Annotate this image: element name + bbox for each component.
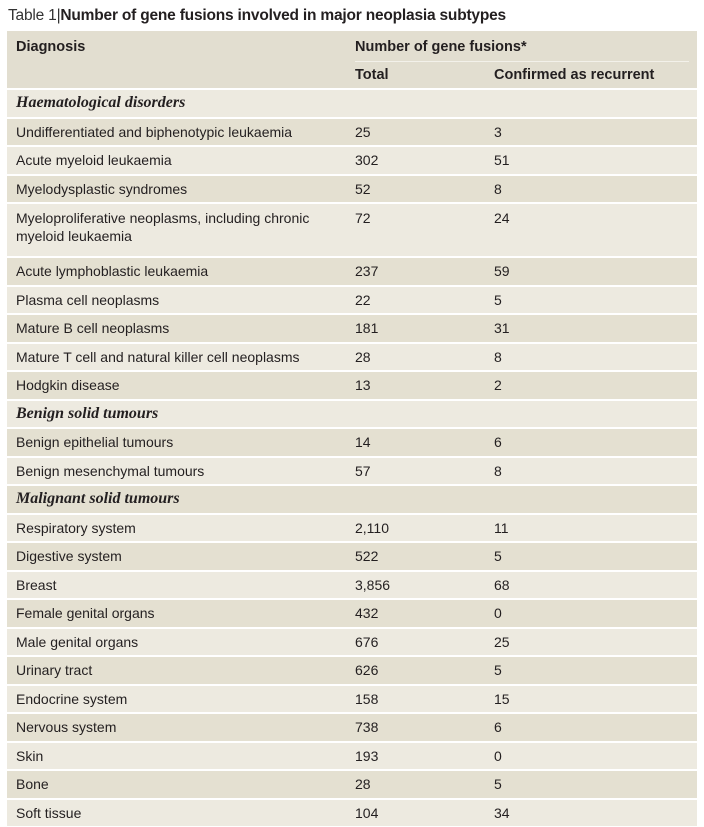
recurrent-cell: 31 bbox=[485, 314, 697, 343]
diagnosis-cell: Breast bbox=[7, 571, 346, 600]
total-cell: 2,110 bbox=[346, 514, 485, 543]
table-number: Table 1 bbox=[8, 7, 57, 24]
recurrent-cell: 5 bbox=[485, 286, 697, 315]
recurrent-cell: 8 bbox=[485, 343, 697, 372]
table-row bbox=[7, 118, 697, 147]
diagnosis-cell: Mature B cell neoplasms bbox=[7, 314, 346, 343]
table-row bbox=[7, 542, 697, 571]
recurrent-cell: 8 bbox=[485, 457, 697, 486]
total-cell: 52 bbox=[346, 175, 485, 204]
recurrent-cell: 51 bbox=[485, 146, 697, 175]
total-cell: 3,856 bbox=[346, 571, 485, 600]
total-cell: 181 bbox=[346, 314, 485, 343]
diagnosis-cell: Female genital organs bbox=[7, 599, 346, 628]
recurrent-cell: 6 bbox=[485, 713, 697, 742]
diagnosis-cell: Myeloproliferative neoplasms, including chronic myeloid leukaemia bbox=[7, 203, 346, 257]
diagnosis-cell: Acute lymphoblastic leukaemia bbox=[7, 257, 346, 286]
column-header-recurrent: Confirmed as recurrent bbox=[485, 62, 697, 89]
diagnosis-cell: Soft tissue bbox=[7, 799, 346, 827]
recurrent-cell: 59 bbox=[485, 257, 697, 286]
recurrent-cell: 68 bbox=[485, 571, 697, 600]
title-separator: | bbox=[56, 7, 61, 24]
total-cell: 158 bbox=[346, 685, 485, 714]
table-header bbox=[7, 31, 697, 89]
diagnosis-cell: Benign epithelial tumours bbox=[7, 428, 346, 457]
total-cell: 432 bbox=[346, 599, 485, 628]
total-cell: 104 bbox=[346, 799, 485, 827]
diagnosis-cell: Nervous system bbox=[7, 713, 346, 742]
total-cell: 738 bbox=[346, 713, 485, 742]
diagnosis-cell: Respiratory system bbox=[7, 514, 346, 543]
diagnosis-cell: Plasma cell neoplasms bbox=[7, 286, 346, 315]
diagnosis-cell: Skin bbox=[7, 742, 346, 771]
table-row bbox=[7, 371, 697, 400]
column-header-diagnosis: Diagnosis bbox=[7, 31, 346, 89]
diagnosis-cell: Urinary tract bbox=[7, 656, 346, 685]
diagnosis-cell: Mature T cell and natural killer cell neoplasms bbox=[7, 343, 346, 372]
table-row bbox=[7, 457, 697, 486]
section-label: Haematological disorders bbox=[7, 89, 697, 118]
recurrent-cell: 0 bbox=[485, 599, 697, 628]
recurrent-cell: 34 bbox=[485, 799, 697, 827]
total-cell: 302 bbox=[346, 146, 485, 175]
table-row bbox=[7, 628, 697, 657]
total-cell: 14 bbox=[346, 428, 485, 457]
table-row bbox=[7, 203, 697, 257]
recurrent-cell: 3 bbox=[485, 118, 697, 147]
recurrent-cell: 2 bbox=[485, 371, 697, 400]
table-row bbox=[7, 175, 697, 204]
section-label: Benign solid tumours bbox=[7, 400, 697, 429]
total-cell: 13 bbox=[346, 371, 485, 400]
section-row bbox=[7, 485, 697, 514]
diagnosis-cell: Acute myeloid leukaemia bbox=[7, 146, 346, 175]
recurrent-cell: 8 bbox=[485, 175, 697, 204]
table-row bbox=[7, 571, 697, 600]
table-row bbox=[7, 713, 697, 742]
section-label: Malignant solid tumours bbox=[7, 485, 697, 514]
column-header-total: Total bbox=[346, 62, 485, 89]
table-row bbox=[7, 656, 697, 685]
recurrent-cell: 6 bbox=[485, 428, 697, 457]
recurrent-cell: 0 bbox=[485, 742, 697, 771]
table-row bbox=[7, 685, 697, 714]
table-row bbox=[7, 257, 697, 286]
total-cell: 522 bbox=[346, 542, 485, 571]
recurrent-cell: 5 bbox=[485, 656, 697, 685]
total-cell: 237 bbox=[346, 257, 485, 286]
total-cell: 57 bbox=[346, 457, 485, 486]
table-body bbox=[7, 89, 697, 826]
section-row bbox=[7, 400, 697, 429]
table-row bbox=[7, 770, 697, 799]
gene-fusions-table bbox=[7, 31, 697, 826]
diagnosis-cell: Hodgkin disease bbox=[7, 371, 346, 400]
diagnosis-cell: Male genital organs bbox=[7, 628, 346, 657]
total-cell: 676 bbox=[346, 628, 485, 657]
table-row bbox=[7, 146, 697, 175]
table-row bbox=[7, 314, 697, 343]
diagnosis-cell: Undifferentiated and biphenotypic leukaemia bbox=[7, 118, 346, 147]
table-row bbox=[7, 514, 697, 543]
table-row bbox=[7, 343, 697, 372]
diagnosis-cell: Endocrine system bbox=[7, 685, 346, 714]
recurrent-cell: 24 bbox=[485, 203, 697, 257]
total-cell: 72 bbox=[346, 203, 485, 257]
total-cell: 22 bbox=[346, 286, 485, 315]
total-cell: 626 bbox=[346, 656, 485, 685]
diagnosis-cell: Digestive system bbox=[7, 542, 346, 571]
table-row bbox=[7, 599, 697, 628]
recurrent-cell: 5 bbox=[485, 770, 697, 799]
column-group-header bbox=[346, 31, 697, 62]
diagnosis-cell: Benign mesenchymal tumours bbox=[7, 457, 346, 486]
section-row bbox=[7, 89, 697, 118]
total-cell: 28 bbox=[346, 770, 485, 799]
total-cell: 193 bbox=[346, 742, 485, 771]
recurrent-cell: 25 bbox=[485, 628, 697, 657]
recurrent-cell: 11 bbox=[485, 514, 697, 543]
recurrent-cell: 5 bbox=[485, 542, 697, 571]
diagnosis-cell: Bone bbox=[7, 770, 346, 799]
table-title bbox=[8, 7, 506, 25]
table-caption: Number of gene fusions involved in major neoplasia subtypes bbox=[60, 7, 506, 24]
header-row-1 bbox=[7, 31, 697, 62]
table-row bbox=[7, 428, 697, 457]
column-group-label: Number of gene fusions* bbox=[355, 33, 689, 62]
total-cell: 25 bbox=[346, 118, 485, 147]
table-row bbox=[7, 286, 697, 315]
table-row bbox=[7, 742, 697, 771]
diagnosis-cell: Myelodysplastic syndromes bbox=[7, 175, 346, 204]
table-row bbox=[7, 799, 697, 827]
total-cell: 28 bbox=[346, 343, 485, 372]
recurrent-cell: 15 bbox=[485, 685, 697, 714]
